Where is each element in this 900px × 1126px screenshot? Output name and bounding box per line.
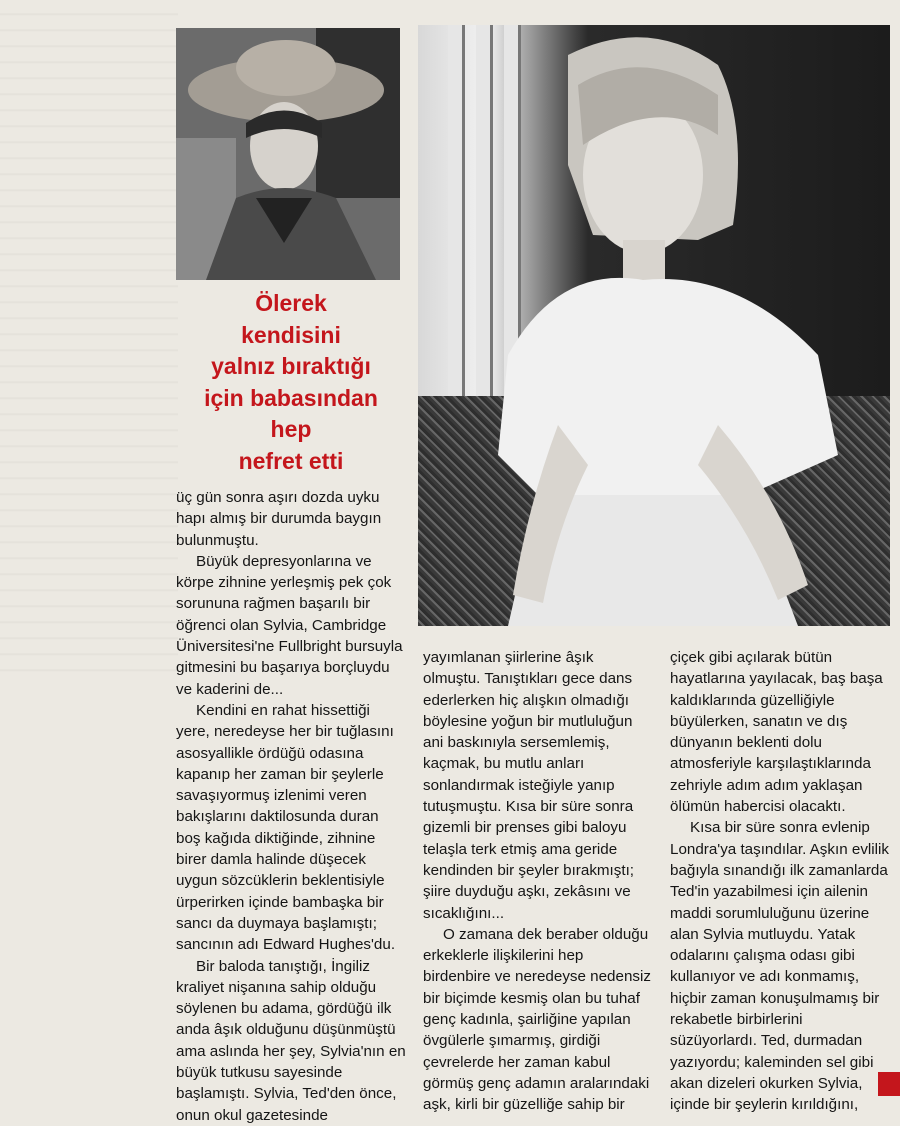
article-text-line: üç gün sonra aşırı dozda uyku bbox=[176, 489, 380, 506]
article-text-line: Londra'ya taşındılar. Aşkın evlilik bbox=[670, 840, 890, 858]
article-text-line: bir biçimde kesmiş olan bu tuhaf bbox=[423, 989, 640, 1007]
article-text-line: sancı da duymaya başlamıştı; bbox=[176, 914, 377, 932]
headline-line: nefret etti bbox=[238, 447, 344, 474]
article-text-line: asosyallikle ördüğü odasına bbox=[176, 744, 364, 762]
article-text-line: ve kaderini de... bbox=[176, 680, 284, 698]
article-text-line: ürperirken içinde bambaşka bir bbox=[176, 893, 384, 911]
article-text-line: içinde bir şeylerin kırıldığını, bbox=[670, 1096, 859, 1114]
article-text-line: şiire duyduğu aşkı, zekâsını ve bbox=[423, 883, 631, 901]
article-text-line: Kısa bir süre sonra evlenip bbox=[690, 819, 870, 837]
article-text-line: ölümün habercisi olacaktı. bbox=[670, 798, 846, 816]
article-text-line: Bir baloda tanıştığı, İngiliz bbox=[196, 957, 370, 975]
photo-young-woman-seated bbox=[418, 25, 890, 626]
bleed-through-text-area bbox=[0, 0, 178, 680]
article-text-line: söylenen bu adama, gördüğü ilk bbox=[176, 1000, 392, 1018]
article-text-line: bağıyla sınandığı ilk zamanlarda bbox=[670, 861, 888, 879]
photo-woman-in-hat bbox=[176, 28, 400, 280]
article-text-line: çevrelerde her zaman kabul bbox=[423, 1053, 611, 1071]
page-edge-red-tab bbox=[878, 1072, 900, 1096]
article-text-line: genç kadınla, şairliğine yapılan bbox=[423, 1011, 631, 1029]
article-text-line: kraliyet nişanına sahip olduğu bbox=[176, 978, 377, 996]
article-text-line: akan dizeleri okurken Sylvia, bbox=[670, 1074, 863, 1092]
article-text-line: kapanıp her zaman bir şeylerle bbox=[176, 765, 384, 783]
article-text-line: ani baskınıyla sersemlemiş, bbox=[423, 734, 610, 752]
article-text-line: bakışlarını daktilosunda duran bbox=[176, 808, 379, 826]
pull-quote-headline bbox=[180, 288, 402, 477]
article-text-line: gizemli bir prenses gibi baloyu bbox=[423, 819, 627, 837]
article-text-line: tutuşmuştu. Kısa bir süre sonra bbox=[423, 798, 634, 816]
article-text-line: birer damla halinde düşecek bbox=[176, 851, 366, 869]
article-text-line: dünyanın beklenti dolu bbox=[670, 734, 822, 752]
article-text-line: Üniversitesi'ne Fullbright bursuyla bbox=[176, 638, 403, 656]
article-text-line: sonlandırmak isteğiyle yanıp bbox=[423, 776, 615, 794]
article-column-2 bbox=[423, 647, 659, 1116]
article-text-line: O zamana dek beraber olduğu bbox=[443, 925, 649, 943]
article-text-line: kaldıklarında güzelliğiyle bbox=[670, 691, 835, 709]
article-text-line: ama aslında her şey, Sylvia'nın en bbox=[176, 1042, 406, 1060]
article-text-line: sıcaklığını... bbox=[423, 904, 505, 922]
article-text-line: erkeklerle ilişkilerini hep bbox=[423, 947, 584, 965]
article-text-line: körpe zihnine yerleşmiş pek çok bbox=[176, 574, 392, 592]
article-text-line: kullanıyor ve adı konmamış, bbox=[670, 968, 860, 986]
article-text-line: kendinden bir şeyler bırakmıştı; bbox=[423, 861, 635, 879]
article-text-line: bulunmuştu. bbox=[176, 531, 259, 549]
article-text-line: telaşla terk etmiş ama geride bbox=[423, 840, 618, 858]
article-text-line: Ted'in yazabilmesi için ailenin bbox=[670, 883, 868, 901]
headline-line: Ölerek bbox=[255, 290, 327, 316]
article-text-line: yere, neredeyse her bir tuğlasını bbox=[176, 723, 394, 741]
article-text-line: boş kağıda diktiğinde, zihnine bbox=[176, 829, 376, 847]
article-text-line: sorununa rağmen başarılı bir bbox=[176, 595, 371, 613]
article-column-1 bbox=[176, 487, 412, 1126]
article-text-line: hiçbir zaman konuşulmamış bir bbox=[670, 989, 880, 1007]
article-text-line: yayımlanan şiirlerine âşık bbox=[423, 649, 594, 666]
article-text-line: övgülerle şımarmış, girdiği bbox=[423, 1032, 601, 1050]
article-text-line: sancının adı Edward Hughes'du. bbox=[176, 936, 396, 954]
article-text-line: maddi sorumluluğunu üzerine bbox=[670, 904, 870, 922]
article-text-line: öğrenci olan Sylvia, Cambridge bbox=[176, 616, 387, 634]
article-text-line: görmüş genç adamın aralarındaki bbox=[423, 1074, 650, 1092]
article-text-line: savaşıyormuş izlenimi veren bbox=[176, 787, 367, 805]
article-text-line: anda âşık olduğunu düşünmüştü bbox=[176, 1021, 396, 1039]
article-column-3 bbox=[670, 647, 895, 1116]
photo-woman-in-hat-drawing bbox=[176, 28, 400, 280]
article-text-line: büyük tutkusu sayesinde bbox=[176, 1064, 343, 1082]
article-text-line: başlamıştı. Sylvia, Ted'den önce, bbox=[176, 1085, 397, 1103]
article-text-line: alan Sylvia mutluydu. Yatak bbox=[670, 925, 856, 943]
headline-line: yalnız bıraktığı bbox=[211, 353, 371, 379]
article-text-line: Kendini en rahat hissettiği bbox=[196, 701, 370, 719]
article-text-line: zehriyle adım adım yaklaşan bbox=[670, 776, 863, 794]
headline-line: hep bbox=[270, 416, 312, 442]
article-text-line: ederlerken hiç alışkın olmadığı bbox=[423, 691, 629, 709]
article-text-line: odalarını çalışma odası gibi bbox=[670, 947, 855, 965]
article-text-line: atmosferiyle karşılaştıklarında bbox=[670, 755, 871, 773]
article-text-line: süzüyorlardı. Ted, durmadan bbox=[670, 1032, 863, 1050]
headline-line: için babasından bbox=[204, 384, 378, 411]
article-text-line: hayatlarına yayılacak, baş başa bbox=[670, 670, 883, 688]
article-text-line: böylesine yoğun bir mutluluğun bbox=[423, 712, 633, 730]
article-text-line: gitmesini bu başarıya borçluydu bbox=[176, 659, 390, 677]
article-text-line: kaçmak, bu mutlu anları bbox=[423, 755, 585, 773]
article-text-line: büyülerken, sanatın ve dış bbox=[670, 712, 848, 730]
article-text-line: olmuştu. Tanıştıkları gece dans bbox=[423, 670, 633, 688]
photo-young-woman-drawing bbox=[418, 25, 890, 626]
article-text-line: Büyük depresyonlarına ve bbox=[196, 552, 372, 570]
article-text-line: onun okul gazetesinde bbox=[176, 1106, 328, 1124]
article-text-line: yazıyordu; kaleminden sel gibi bbox=[670, 1053, 874, 1071]
article-text-line: uygun sözcüklerin beklentisiyle bbox=[176, 872, 385, 890]
article-text-line: hapı almış bir durumda baygın bbox=[176, 510, 382, 528]
headline-line: kendisini bbox=[241, 321, 341, 348]
article-text-line: aşk, kirli bir güzelliğe sahip bir bbox=[423, 1096, 625, 1114]
article-text-line: birdenbire ve neredeyse nedensiz bbox=[423, 968, 651, 986]
article-text-line: çiçek gibi açılarak bütün bbox=[670, 649, 833, 666]
article-text-line: rekabetle birbirlerini bbox=[670, 1011, 803, 1029]
